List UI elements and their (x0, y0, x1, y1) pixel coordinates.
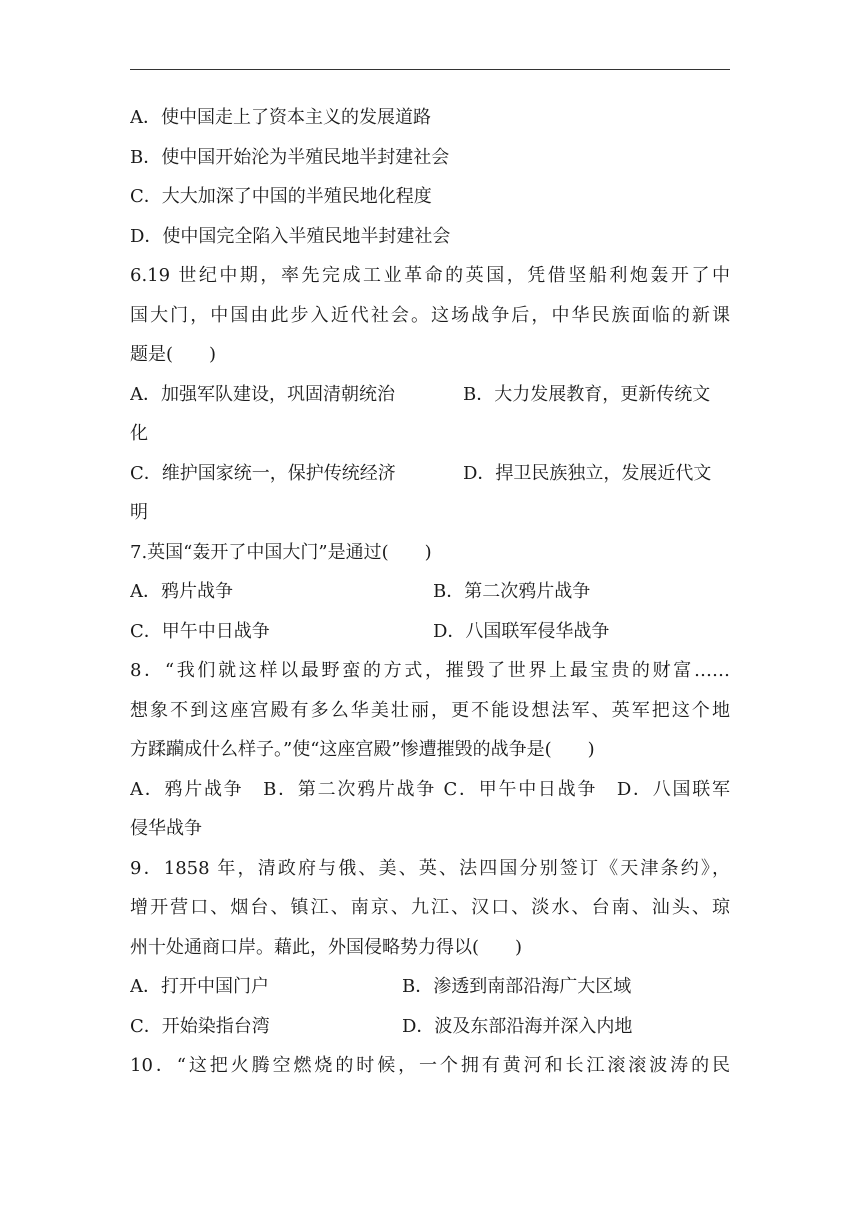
q8-stem-line-3: 方蹂躏成什么样子。”使“这座宫殿”惨遭摧毁的战争是( ) (130, 739, 595, 760)
q7-option-c: C．甲午中日战争 (130, 620, 270, 642)
q6-option-a: A．加强军队建设，巩固清朝统治 (130, 383, 395, 405)
q7-options-cd (130, 612, 730, 652)
q5-option-a: A．使中国走上了资本主义的发展道路 (130, 107, 431, 128)
q6-option-b: B．大力发展教育，更新传统文 (463, 383, 711, 405)
q9-option-a: A．打开中国门户 (130, 976, 269, 997)
q9-options-cd (130, 1007, 730, 1047)
q9-option-b: B．渗透到南部沿海广大区域 (402, 976, 632, 997)
q5-option-b: B．使中国开始沦为半殖民地半封建社会 (130, 146, 450, 168)
q6-options-ab (130, 375, 730, 415)
q8-stem-line-2: 想象不到这座宫殿有多么华美壮丽，更不能设想法军、英军把这个地 (130, 699, 730, 721)
q9-option-d: D．波及东部沿海并深入内地 (402, 1015, 633, 1037)
q5-option-d: D．使中国完全陷入半殖民地半封建社会 (130, 225, 451, 247)
q9-stem-line-2: 增开营口、烟台、镇江、南京、九江、汉口、淡水、台南、汕头、琼 (130, 897, 730, 918)
q5-option-c: C．大大加深了中国的半殖民地化程度 (130, 186, 432, 207)
q6-option-c: C．维护国家统一，保护传统经济 (130, 462, 396, 484)
q9-stem-line-1: 9．1858 年，清政府与俄、美、英、法四国分别签订《天津条约》， (130, 857, 730, 879)
q7-options-ab (130, 572, 730, 612)
q6-option-d-continued: 明 (130, 502, 148, 523)
q7-option-a: A．鸦片战争 (130, 581, 233, 602)
q6-stem-line-2: 国大门，中国由此步入近代社会。这场战争后，中华民族面临的新课 (130, 304, 730, 326)
q8-options-continued: 侵华战争 (130, 818, 202, 839)
q7-option-b: B．第二次鸦片战争 (433, 581, 591, 602)
q7-option-d: D．八国联军侵华战争 (433, 620, 610, 642)
q9-stem-line-3: 州十处通商口岸。藉此，外国侵略势力得以( ) (130, 936, 523, 958)
q9-option-c: C．开始染指台湾 (130, 1015, 270, 1037)
document-body (130, 98, 730, 1086)
q6-option-d: D．捍卫民族独立，发展近代文 (463, 462, 712, 484)
q6-option-b-continued: 化 (130, 423, 148, 444)
q6-stem-line-1: 6.19 世纪中期，率先完成工业革命的英国，凭借坚船利炮轰开了中 (130, 265, 730, 286)
q10-stem-line-1: 10．“这把火腾空燃烧的时候，一个拥有黄河和长江滚滚波涛的民 (130, 1055, 730, 1076)
header-rule (130, 69, 730, 70)
q8-stem-line-1: 8．“我们就这样以最野蛮的方式，摧毁了世界上最宝贵的财富…… (130, 660, 730, 681)
q7-stem: 7.英国“轰开了中国大门”是通过( ) (130, 541, 432, 563)
q9-options-ab (130, 967, 730, 1007)
q6-stem-line-3: 题是( ) (130, 344, 217, 365)
q6-options-cd (130, 454, 730, 494)
q8-options-line: A．鸦片战争 B．第二次鸦片战争 C．甲午中日战争 D．八国联军 (130, 778, 730, 800)
